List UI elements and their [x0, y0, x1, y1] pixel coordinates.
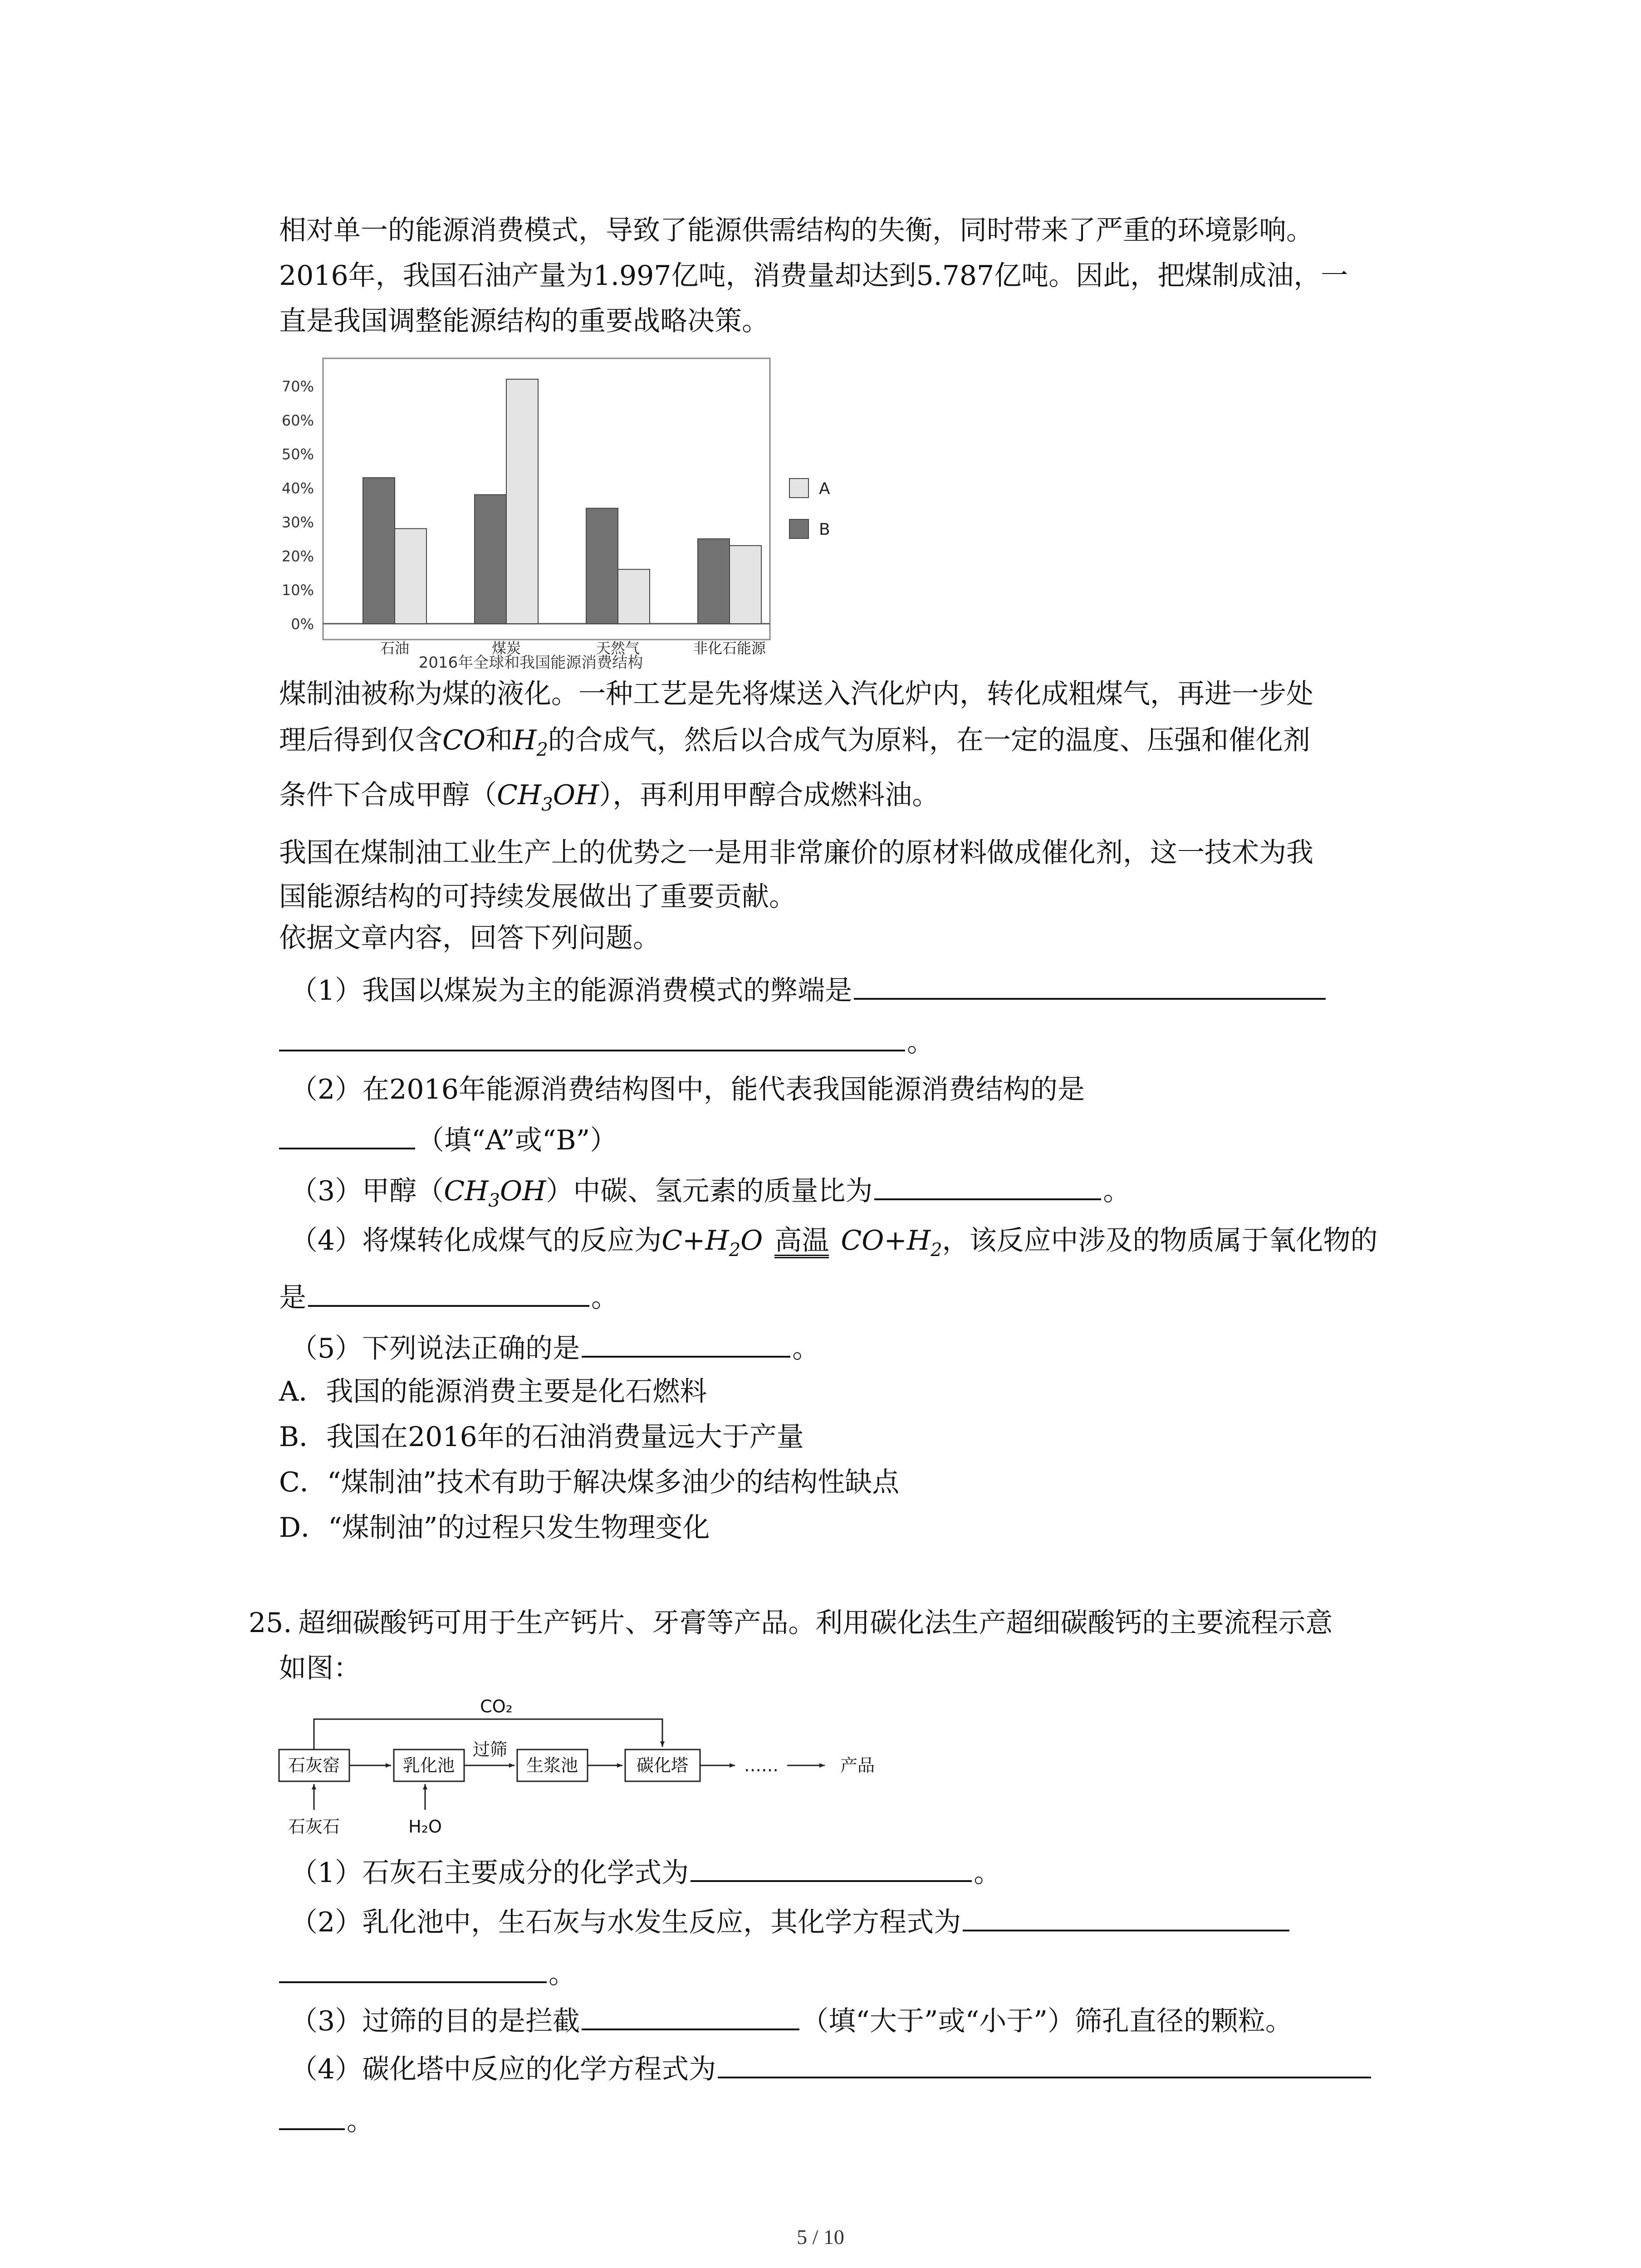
option-c: C．“煤制油”技术有助于解决煤多油少的结构性缺点 [279, 1466, 900, 1498]
passage-line-4: 我国在煤制油工业生产上的优势之一是用非常廉价的原材料做成催化剂，这一技术为我 [279, 837, 1313, 869]
passage-line-5: 国能源结构的可持续发展做出了重要贡献。 [279, 881, 796, 913]
passage-line-1: 煤制油被称为煤的液化。一种工艺是先将煤送入汽化炉内，转化成粗煤气，再进一步处 [279, 678, 1313, 710]
question-text: （4）将煤转化成煤气的反应为 [290, 1225, 662, 1256]
intro-line-2: 2016年，我国石油产量为1.997亿吨，消费量却达到5.787亿吨。因此，把煤制成油，一 [279, 260, 1348, 292]
q25-sub-4 [290, 2048, 1373, 2087]
formula-oh: OH [553, 779, 599, 811]
legend-label-b: B [819, 520, 830, 539]
bar-a-0 [395, 528, 426, 624]
flow-diagram [272, 1692, 907, 1851]
page-number: 5 / 10 [797, 2225, 844, 2248]
answer-blank-25-4a[interactable] [718, 2048, 1371, 2078]
answer-blank-q1-b[interactable] [279, 1022, 905, 1051]
option-b: B．我国在2016年的石油消费量远大于产量 [279, 1421, 804, 1453]
formula-h: H [513, 724, 537, 756]
y-tick-label: 60% [281, 411, 314, 429]
intro-line-3: 直是我国调整能源结构的重要战略决策。 [279, 305, 769, 337]
label-slurry-pool: 生浆池 [526, 1755, 578, 1775]
x-tick-label: 天然气 [596, 640, 640, 657]
question-text: （4）碳化塔中反应的化学方程式为 [290, 2053, 716, 2085]
passage-text: 和 [485, 724, 513, 756]
question-1-cont [279, 1022, 934, 1061]
answer-blank-q5[interactable] [582, 1328, 790, 1358]
answer-blank-25-2b[interactable] [279, 1953, 547, 1983]
label-carbonation-tower: 碳化塔 [636, 1755, 689, 1775]
intro-line-1: 相对单一的能源消费模式，导致了能源供需结构的失衡，同时带来了严重的环境影响。 [279, 215, 1313, 246]
question-text: 。 [907, 1026, 934, 1058]
formula-products: CO+H [841, 1225, 931, 1256]
bar-a-1 [506, 379, 538, 624]
passage-line-2 [279, 722, 1310, 768]
chart-title: 2016年全球和我国能源消费结构 [418, 654, 643, 672]
y-tick-label: 0% [291, 616, 314, 633]
question-text: ，该反应中涉及的物质属于氧化物的 [942, 1225, 1378, 1256]
q25-sub-4-cont [279, 2100, 374, 2139]
passage-line-6: 依据文章内容，回答下列问题。 [279, 922, 660, 954]
subscript: 2 [931, 1240, 942, 1261]
question-text: （1）我国以煤炭为主的能源消费模式的弊端是 [290, 975, 852, 1007]
formula-co: CO [442, 724, 486, 756]
passage-text: 条件下合成甲醇（ [279, 779, 497, 811]
question-text: 。 [591, 1282, 618, 1314]
formula-ch: CH [444, 1175, 489, 1207]
answer-blank-25-4b[interactable] [279, 2100, 345, 2130]
question-text: （3）甲醇（ [290, 1175, 444, 1207]
subscript: 3 [541, 794, 553, 815]
answer-blank-25-1[interactable] [691, 1852, 972, 1882]
y-tick-label: 70% [281, 378, 314, 395]
question-25-line-2: 如图： [279, 1652, 361, 1684]
passage-text: 的合成气，然后以合成气为原料，在一定的温度、压强和催化剂 [548, 724, 1310, 756]
question-25-line-1 [249, 1605, 1332, 1641]
question-number: 25. [249, 1607, 292, 1639]
question-text: （2）乳化池中，生石灰与水发生反应，其化学方程式为 [290, 1906, 961, 1938]
label-dots: …… [744, 1755, 779, 1775]
bar-b-1 [475, 495, 506, 624]
answer-blank-25-2a[interactable] [963, 1901, 1289, 1931]
q25-sub-2-cont [279, 1953, 576, 1992]
question-text: （1）石灰石主要成分的化学式为 [290, 1857, 689, 1889]
subscript: 3 [488, 1190, 500, 1211]
label-product: 产品 [840, 1755, 875, 1775]
legend-label-a: A [819, 479, 830, 498]
question-text: （填“大于”或“小于”）筛孔直径的颗粒。 [801, 2005, 1293, 2037]
question-2: （2）在2016年能源消费结构图中，能代表我国能源消费结构的是 [290, 1074, 1085, 1105]
subscript: 2 [536, 739, 548, 760]
answer-blank-q2[interactable] [279, 1119, 415, 1149]
q25-sub-3 [290, 2000, 1293, 2039]
bar-a-2 [618, 569, 650, 624]
passage-line-3 [279, 777, 939, 823]
legend-swatch-a [789, 479, 808, 498]
q25-sub-1 [290, 1852, 1001, 1891]
label-limestone: 石灰石 [288, 1817, 340, 1837]
q25-sub-2 [290, 1901, 1291, 1941]
label-water: H₂O [408, 1817, 442, 1837]
passage-text: 理后得到仅含 [279, 724, 442, 756]
passage-text: ），再利用甲醇合成燃料油。 [599, 779, 940, 811]
question-text: （填“A”或“B”） [417, 1124, 617, 1156]
x-tick-label: 煤炭 [491, 640, 521, 657]
question-text: 。 [1103, 1175, 1131, 1207]
question-text: 是 [279, 1282, 306, 1314]
question-text: 。 [549, 1958, 576, 1990]
answer-blank-q4[interactable] [308, 1277, 589, 1307]
x-tick-label: 石油 [380, 640, 410, 657]
reaction-condition: 高温 [774, 1227, 829, 1258]
subscript: 2 [729, 1240, 741, 1261]
question-text: ）中碳、氢元素的质量比为 [546, 1175, 873, 1207]
y-tick-label: 20% [281, 547, 314, 565]
question-text: （5）下列说法正确的是 [290, 1333, 580, 1364]
bar-b-2 [586, 508, 618, 624]
formula-o: O [740, 1225, 763, 1256]
question-text: 。 [974, 1857, 1001, 1889]
answer-blank-25-3[interactable] [582, 2000, 799, 2030]
bar-a-3 [730, 546, 761, 624]
option-a: A．我国的能源消费主要是化石燃料 [279, 1376, 707, 1408]
energy-consumption-chart [272, 354, 830, 680]
question-5 [290, 1328, 819, 1367]
label-emulsify-pool: 乳化池 [402, 1755, 455, 1775]
y-tick-label: 40% [281, 479, 314, 497]
formula-oh: OH [500, 1175, 546, 1207]
question-text: 。 [792, 1333, 820, 1364]
question-4 [290, 1222, 1378, 1268]
answer-blank-q1-a[interactable] [854, 970, 1326, 1000]
y-tick-label: 50% [281, 445, 314, 463]
formula-ch: CH [497, 779, 542, 811]
bar-b-0 [363, 478, 395, 624]
bar-b-3 [698, 539, 730, 624]
answer-blank-q3[interactable] [874, 1170, 1101, 1200]
legend-swatch-b [789, 519, 808, 538]
option-d: D．“煤制油”的过程只发生物理变化 [279, 1512, 710, 1544]
question-text: 超细碳酸钙可用于生产钙片、牙膏等产品。利用碳化法生产超细碳酸钙的主要流程示意 [298, 1607, 1333, 1639]
label-lime-kiln: 石灰窑 [288, 1755, 340, 1775]
question-1 [290, 970, 1327, 1009]
y-tick-label: 10% [281, 582, 314, 599]
label-filter: 过筛 [472, 1740, 508, 1760]
question-text: （3）过筛的目的是拦截 [290, 2005, 580, 2037]
question-3 [290, 1170, 1130, 1219]
formula-reactants: C+H [661, 1225, 729, 1256]
question-2-cont [279, 1119, 617, 1158]
question-4-cont [279, 1277, 618, 1316]
x-tick-label: 非化石能源 [693, 640, 766, 657]
question-text: 。 [347, 2105, 374, 2137]
y-tick-label: 30% [281, 513, 314, 531]
label-co2: CO₂ [480, 1696, 513, 1716]
